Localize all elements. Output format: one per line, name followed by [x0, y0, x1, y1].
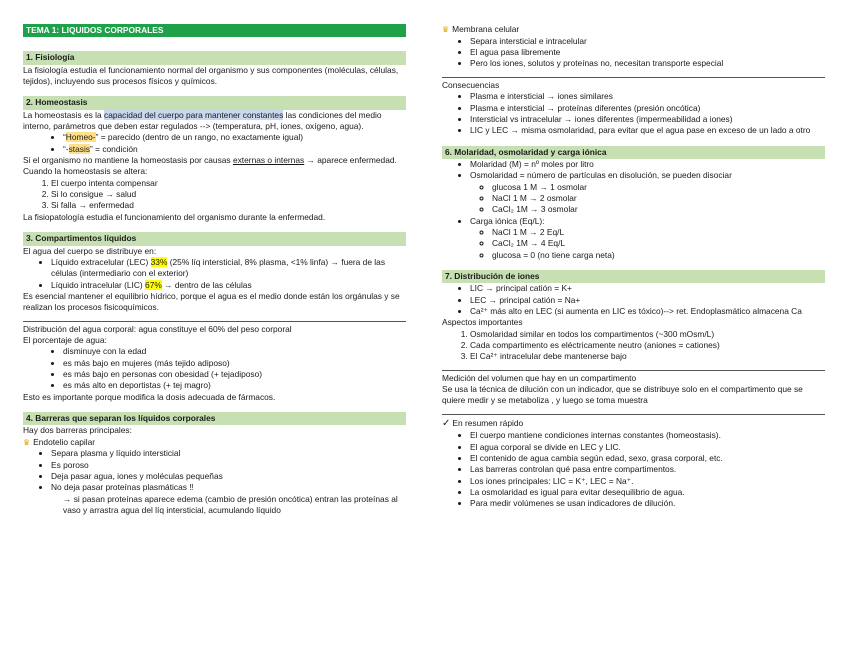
list-item: • No deja pasar proteínas plasmáticas ‼	[51, 482, 406, 493]
list-item: ◦ glucosa = 0 (no tiene carga neta)	[492, 250, 825, 261]
equilibrio-text: Es esencial mantener el equilibrio hídrico, porque el agua es el medio donde están los orgánulas y se realizan los procesos fisicoquímicos.	[23, 290, 400, 313]
homeostasis-etymology	[23, 132, 406, 155]
check-icon: ✓	[442, 417, 451, 429]
aspectos-list	[442, 329, 825, 363]
distribucion-agua-text: Distribución del agua corporal: agua constituye el 60% del peso corporal	[23, 323, 292, 334]
list-item: • LEC → principal catión = Na+	[470, 295, 825, 306]
list-item: • Molaridad (M) = nº moles por litro	[470, 159, 825, 170]
aspectos-title: Aspectos importantes	[442, 317, 523, 328]
medicion-title: Medición del volumen que hay en un compartimento	[442, 372, 637, 383]
consecuencias-title: Consecuencias	[442, 79, 500, 90]
list-item: • Separa intersticial e intracelular	[470, 36, 825, 47]
list-item: 3. Si falla → enfermedad	[51, 200, 406, 211]
edema-note: → si pasan proteínas aparece edema (cambio de presión oncótica) entran las proteínas al vaso y arrastra agua del líq intersticial, acumulando líquido	[63, 493, 398, 516]
list-item: • Deja pasar agua, iones y moléculas pequeñas	[51, 471, 406, 482]
right-column	[442, 24, 825, 510]
list-item: • es más bajo en mujeres (más tejido adiposo)	[63, 358, 406, 369]
homeostasis-steps	[23, 178, 406, 212]
membrana-list	[442, 36, 825, 70]
homeostasis-cause: Si el organismo no mantiene la homeostasis por causas externas o internas → aparece enfermedad.	[23, 155, 397, 166]
list-item: • Líquido intracelular (LIC) 67% → dentro de las células	[51, 280, 406, 291]
document-title: TEMA 1: LIQUIDOS CORPORALES	[23, 24, 406, 37]
divider	[442, 77, 825, 78]
list-item: • Ca²⁺ más alto en LEC (si aumenta en LIC es tóxico)--> ret. Endoplasmático almacena Ca	[470, 306, 825, 317]
divider	[23, 321, 406, 322]
endotelio-list	[23, 448, 406, 493]
fisiologia-text: La fisiología estudia el funcionamiento normal del organismo y sus componentes (moléculas, células, tejidos), incluyendo sus procesos físicos y químicos.	[23, 64, 399, 87]
section-heading-fisiologia: 1. Fisiología	[23, 51, 406, 64]
list-item: • es más alto en deportistas (+ tej magro)	[63, 380, 406, 391]
medicion-text: Se usa la técnica de dilución con un indicador, que se distribuye solo en el compartimento que se quiere medir y se metaboliza , y luego se toma muestra	[442, 384, 803, 406]
list-item: 1. Osmolaridad similar en todos los compartimentos (~300 mOsm/L)	[470, 329, 825, 340]
membrana-title: ♛ Membrana celular	[442, 24, 520, 34]
consecuencias-list	[442, 91, 825, 136]
molaridad-list	[442, 159, 825, 261]
resumen-title: ✓ En resumen rápido	[442, 417, 524, 429]
carga-sublist	[470, 227, 825, 261]
list-item: • disminuye con la edad	[63, 346, 406, 357]
list-item: • Los iones principales: LIC = K⁺, LEC = Na⁺.	[470, 476, 825, 487]
section-heading-barreras: 4. Barreras que separan los líquidos corporales	[23, 412, 406, 425]
endotelio-title: ♛ Endotelio capilar	[23, 436, 96, 447]
section-heading-molaridad: 6. Molaridad, osmolaridad y carga iónica	[442, 146, 825, 159]
porcentaje-list	[23, 346, 406, 391]
list-item: • LIC → principal catión = K+	[470, 283, 825, 294]
list-item: ◦ glucosa 1 M → 1 osmolar	[492, 182, 825, 193]
list-item: • Osmolaridad = número de partículas en disolución, se pueden disociar ◦ glucosa 1 M → 1 osmolar ◦ NaCl 1 M → 2 osmolar ◦ CaCl₂ 1M → 3 osmolar	[470, 170, 825, 215]
section-heading-iones: 7. Distribución de iones	[442, 270, 825, 283]
list-item: • El cuerpo mantiene condiciones internas constantes (homeostasis).	[470, 430, 825, 441]
list-item: • Es poroso	[51, 460, 406, 471]
list-item: • El contenido de agua cambia según edad, sexo, grasa corporal, etc.	[470, 453, 825, 464]
list-item: • Intersticial vs intracelular → iones diferentes (impermeabilidad a iones)	[470, 114, 825, 125]
list-item: 1. El cuerpo intenta compensar	[51, 178, 406, 189]
section-heading-compartimentos: 3. Compartimentos líquidos	[23, 232, 406, 245]
left-column	[23, 24, 406, 517]
fisiopatologia-text: La fisiopatología estudia el funcionamiento del organismo durante la enfermedad.	[23, 211, 326, 222]
list-item: • Líquido extracelular (LEC) 33% (25% líq intersticial, 8% plasma, <1% linfa) → fuera de las células (intermediario con el exterior)	[51, 257, 406, 280]
list-item: • es más bajo en personas con obesidad (+ tejadiposo)	[63, 369, 406, 380]
farmacos-text: Esto es importante porque modifica la dosis adecuada de fármacos.	[23, 391, 276, 402]
list-item: 3. El Ca²⁺ intracelular debe mantenerse bajo	[470, 351, 825, 362]
list-item: • LIC y LEC → misma osmolaridad, para evitar que el agua pase en exceso de un lado a otro	[470, 125, 825, 136]
crown-icon: ♛	[23, 437, 31, 447]
list-item: • La osmolaridad es igual para evitar desequilibrio de agua.	[470, 487, 825, 498]
list-item: • “Homeo-” = parecido (dentro de un rango, no exactamente igual)	[63, 132, 406, 143]
list-item: 2. Cada compartimento es eléctricamente neutro (aniones = cationes)	[470, 340, 825, 351]
section-heading-homeostasis: 2. Homeostasis	[23, 96, 406, 109]
list-item: • Plasma e intersticial → proteínas diferentes (presión oncótica)	[470, 103, 825, 114]
list-item: 2. Si lo consigue → salud	[51, 189, 406, 200]
homeostasis-altered-label: Cuando la homeostasis se altera:	[23, 166, 148, 177]
compartimentos-intro: El agua del cuerpo se distribuye en:	[23, 245, 157, 256]
list-item: • Las barreras controlan qué pasa entre compartimentos.	[470, 464, 825, 475]
crown-icon: ♛	[442, 25, 450, 34]
list-item: • El agua pasa libremente	[470, 47, 825, 58]
homeostasis-definition: La homeostasis es la capacidad del cuerpo para mantener constantes las condiciones del medio interno, parámetros que deben estar regulados --> (temperatura, pH, iones, oxígeno, agua).	[23, 109, 382, 132]
list-item: • El agua corporal se divide en LEC y LIC.	[470, 442, 825, 453]
compartimentos-list	[23, 257, 406, 291]
list-item: ◦ NaCl 1 M → 2 osmolar	[492, 193, 825, 204]
list-item: • Carga iónica (Eq/L): ◦ NaCl 1 M → 2 Eq/L ◦ CaCl₂ 1M → 4 Eq/L ◦ glucosa = 0 (no tiene carga neta)	[470, 216, 825, 261]
list-item: • Separa plasma y líquido intersticial	[51, 448, 406, 459]
divider	[442, 414, 825, 415]
list-item: • “-stasis” = condición	[63, 144, 406, 155]
iones-list	[442, 283, 825, 317]
osmolaridad-sublist	[470, 182, 825, 216]
list-item: • Plasma e intersticial → iones similares	[470, 91, 825, 102]
list-item: ◦ CaCl₂ 1M → 4 Eq/L	[492, 238, 825, 249]
porcentaje-label: El porcentaje de agua:	[23, 334, 107, 345]
barreras-intro: Hay dos barreras principales:	[23, 425, 132, 436]
divider	[442, 370, 825, 371]
list-item: ◦ NaCl 1 M → 2 Eq/L	[492, 227, 825, 238]
list-item: • Para medir volúmenes se usan indicadores de dilución.	[470, 498, 825, 509]
list-item: • Pero los iones, solutos y proteínas no, necesitan transporte especial	[470, 58, 825, 69]
resumen-list	[442, 430, 825, 509]
list-item: ◦ CaCl₂ 1M → 3 osmolar	[492, 204, 825, 215]
